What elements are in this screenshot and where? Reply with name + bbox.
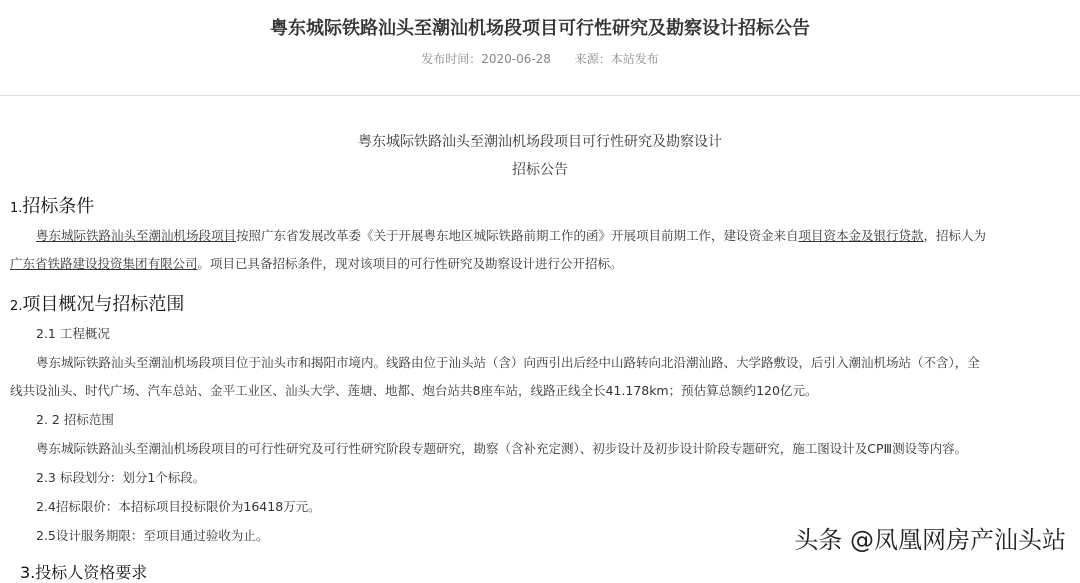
subsection-2-3: 2.3 标段划分：划分1个标段。: [36, 470, 206, 485]
section-1-heading: [10, 192, 94, 218]
section-1-title: 招标条件: [22, 196, 95, 217]
section-3-heading-partial: 3.投标人资格要求: [20, 563, 148, 582]
subsection-2-4: 2.4招标限价：本招标项目投标限价为16418万元。: [36, 499, 321, 514]
section-1-text-3: 。项目已具备招标条件，现对该项目的可行性研究及勘察设计进行公开招标。: [197, 256, 623, 271]
subsection-2-1-line-1: 粤东城际铁路汕头至潮汕机场段项目位于汕头市和揭阳市境内。线路由位于汕头站（含）向西引出后经中山路转向北沿潮汕路、大学路敷设，后引入潮汕机场站（不含），全: [36, 355, 980, 370]
publish-time: 发布时间：2020-06-28: [421, 52, 551, 66]
section-2-number: 2.: [10, 299, 23, 314]
tenderer-link[interactable]: 广东省铁路建设投资集团有限公司: [10, 256, 198, 271]
notice-subtitle-1: 粤东城际铁路汕头至潮汕机场段项目可行性研究及勘察设计: [358, 134, 722, 150]
subsection-2-5: 2.5设计服务期限：至项目通过验收为止。: [36, 528, 269, 543]
section-1-paragraph-line-1: [36, 228, 986, 244]
notice-subtitle-2: 招标公告: [512, 162, 568, 178]
page-title: 粤东城际铁路汕头至潮汕机场段项目可行性研究及勘察设计招标公告: [270, 18, 810, 39]
subsection-2-2-label: 2. 2 招标范围: [36, 412, 114, 427]
section-2-title: 项目概况与招标范围: [22, 294, 185, 315]
project-name-link[interactable]: 粤东城际铁路汕头至潮汕机场段项目: [36, 228, 237, 243]
subsection-2-1-line-2: 线共设汕头、时代广场、汽车总站、金平工业区、汕头大学、莲塘、地都、炮台站共8座车站，线路正线全长41.178km；预估算总额约120亿元。: [10, 383, 818, 398]
section-1-text-2: ，招标人为: [923, 228, 987, 243]
section-1-text-1: 按照广东省发展改革委《关于开展粤东地区城际铁路前期工作的函》开展项目前期工作，建设资金来自: [236, 228, 799, 243]
article-meta: [0, 50, 1080, 67]
section-1-number: 1.: [10, 201, 23, 216]
article-header: [0, 0, 1080, 96]
watermark: 头条 @凤凰网房产汕头站: [794, 526, 1066, 554]
subsection-2-1-label: 2.1 工程概况: [36, 326, 110, 341]
section-2-heading: [10, 290, 184, 316]
source-label: 来源：本站发布: [574, 52, 659, 66]
section-1-paragraph-line-2: [10, 256, 623, 272]
funding-source-link[interactable]: 项目资本金及银行贷款: [798, 228, 924, 243]
subsection-2-2-line: 粤东城际铁路汕头至潮汕机场段项目的可行性研究及可行性研究阶段专题研究，勘察（含补充定测）、初步设计及初步设计阶段专题研究，施工图设计及CPⅢ测设等内容。: [36, 441, 968, 456]
